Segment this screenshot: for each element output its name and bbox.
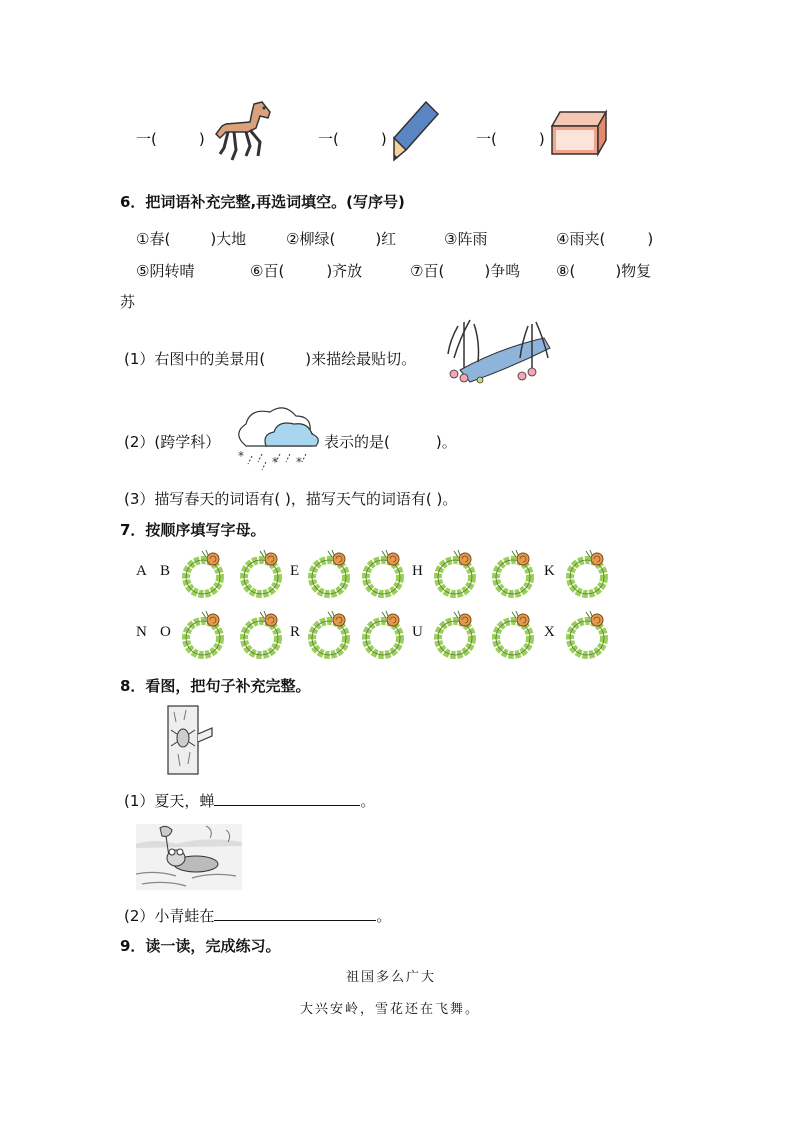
snail-blank[interactable] (358, 610, 408, 660)
snail-blank[interactable] (430, 610, 480, 660)
measure-prefix: 一( (318, 130, 339, 148)
poem-title: 祖国多么广大 (346, 970, 437, 985)
q6-word-2: ②柳绿( )红 (286, 230, 397, 248)
answer-line[interactable] (214, 906, 376, 921)
animal-blank-3 (476, 128, 545, 149)
q7-title: 7．按顺序填写字母。 (120, 521, 266, 539)
snail-blank[interactable] (430, 549, 480, 599)
q6-title: 6．把词语补充完整,再选词填空。(写序号) (120, 193, 405, 211)
measure-suffix: ) (380, 130, 387, 148)
snail-blank[interactable] (304, 610, 354, 660)
letter-E: E (290, 563, 300, 579)
q6-sub3: (3）描写春天的词语有( )，描写天气的词语有( )。 (124, 490, 458, 508)
spring-scene-image (440, 318, 558, 388)
measure-suffix: ) (538, 130, 545, 148)
letter-X: X (544, 624, 555, 640)
measure-prefix: 一( (476, 130, 497, 148)
snail-blank[interactable] (304, 549, 354, 599)
measure-prefix: 一( (136, 130, 157, 148)
q6-word-6: ⑥百( )齐放 (250, 262, 363, 280)
snail-blank[interactable] (358, 549, 408, 599)
word-number: ① (136, 230, 150, 248)
letter-K: K (544, 563, 555, 579)
q6-sub2: (2）(跨学科） (124, 433, 221, 451)
snail-blank[interactable] (562, 610, 612, 660)
pencil-image (392, 100, 440, 164)
word-number: ② (286, 230, 300, 248)
word-number: ⑦ (410, 262, 424, 280)
letter-U: U (412, 624, 423, 640)
frog-lotus-image (136, 824, 242, 890)
answer-line[interactable] (214, 791, 360, 806)
poem-line-1: 大兴安岭，雪花还在飞舞。 (300, 1002, 481, 1017)
snail-blank[interactable] (236, 549, 286, 599)
book-image (548, 108, 610, 160)
q6-word-3: ③阵雨 (444, 230, 488, 248)
snail-blank[interactable] (178, 610, 228, 660)
word-number: ⑤ (136, 262, 150, 280)
q6-word-8-wrap: 苏 (120, 293, 136, 311)
q6-sub2-tail: 表示的是( )。 (324, 433, 457, 451)
q9-title: 9．读一读，完成练习。 (120, 937, 281, 955)
snail-blank[interactable] (562, 549, 612, 599)
q6-word-8: ⑧( )物复 (556, 262, 652, 280)
snail-blank[interactable] (236, 610, 286, 660)
letter-H: H (412, 563, 423, 579)
snail-blank[interactable] (488, 610, 538, 660)
svg-text:*: * (272, 455, 278, 469)
svg-text:*: * (238, 449, 244, 463)
q6-word-1: ①春( )大地 (136, 230, 247, 248)
word-number: ⑥ (250, 262, 264, 280)
sleet-cloud-icon (232, 402, 324, 474)
word-number: ③ (444, 230, 458, 248)
letter-O: O (160, 624, 171, 640)
q6-sub1: (1）右图中的美景用( )来描绘最贴切。 (124, 350, 417, 368)
cicada-tree-image (164, 704, 214, 776)
q6-word-4: ④雨夹( ) (556, 230, 654, 248)
letter-N: N (136, 624, 147, 640)
word-number: ⑧ (556, 262, 570, 280)
animal-blank-1 (136, 128, 205, 149)
q6-word-5: ⑤阴转晴 (136, 262, 195, 280)
q8-sentence-1: (1）夏天，蝉 。 (124, 792, 376, 810)
letter-B: B (160, 563, 171, 579)
animal-blank-2 (318, 128, 387, 149)
snail-blank[interactable] (178, 549, 228, 599)
letter-A: A (136, 563, 147, 579)
horse-image (210, 98, 280, 170)
letter-R: R (290, 624, 301, 640)
q8-sentence-2: (2）小青蛙在 。 (124, 907, 392, 925)
svg-text:*: * (296, 455, 302, 469)
snail-blank[interactable] (488, 549, 538, 599)
q6-word-7: ⑦百( )争鸣 (410, 262, 521, 280)
q8-title: 8．看图，把句子补充完整。 (120, 677, 311, 695)
measure-suffix: ) (198, 130, 205, 148)
word-number: ④ (556, 230, 570, 248)
